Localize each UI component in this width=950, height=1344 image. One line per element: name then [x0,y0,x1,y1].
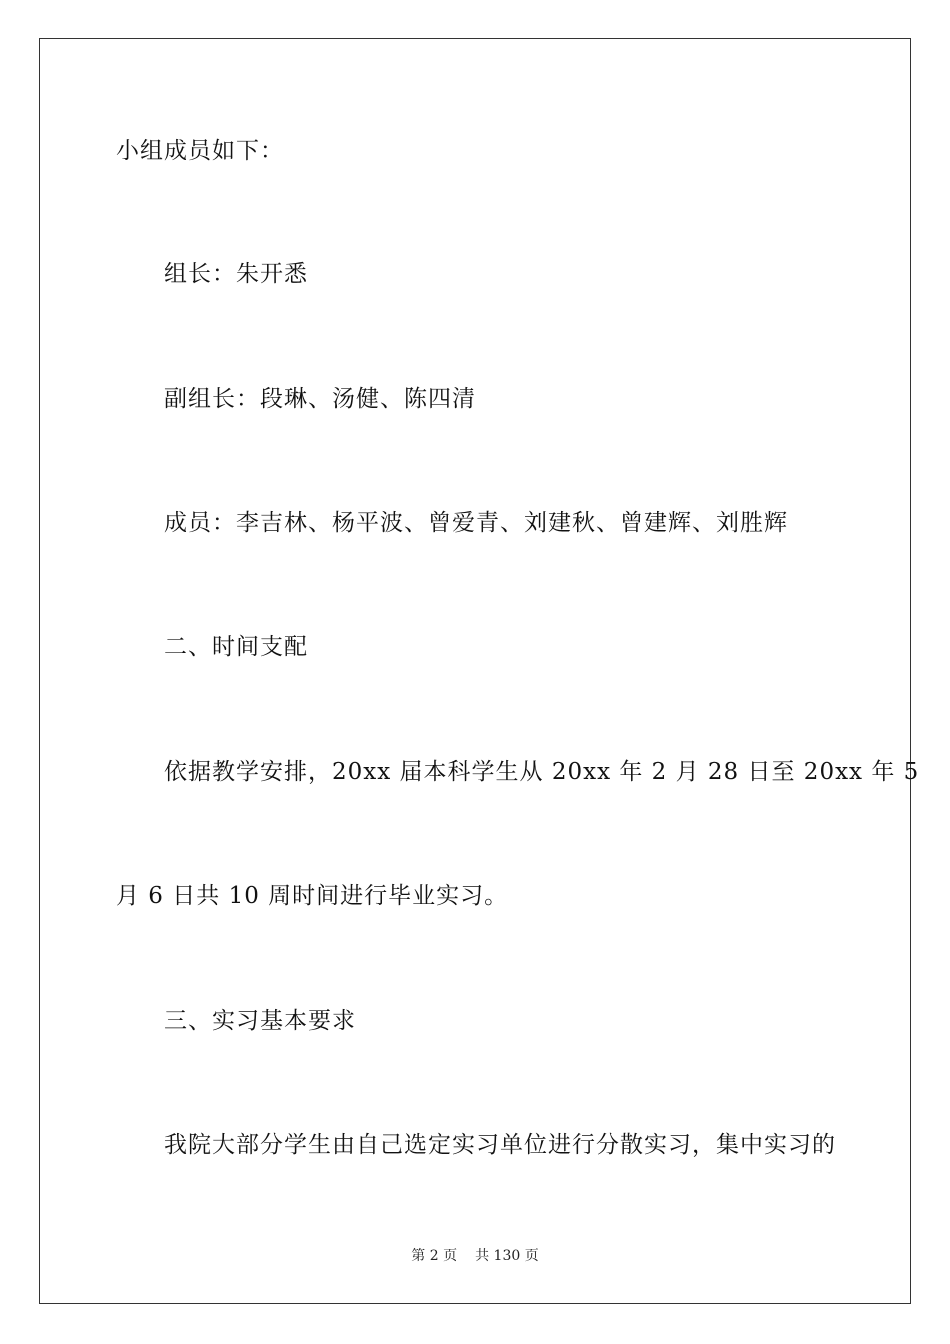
paragraph-schedule-line2: 月 6 日共 10 周时间进行毕业实习。 [116,883,509,909]
paragraph-schedule-line1: 依据教学安排，20xx 届本科学生从 20xx 年 2 月 28 日至 20xx 年 5 [164,759,920,785]
section-heading-time: 二、时间支配 [164,634,308,660]
section-heading-requirements: 三、实习基本要求 [164,1008,356,1034]
paragraph-group-leader: 组长：朱开悉 [164,261,308,287]
page-footer [0,1246,950,1266]
paragraph-members-list: 成员：李吉林、杨平波、曾爱青、刘建秋、曾建辉、刘胜辉 [164,510,788,536]
page-number: 第 2 页 [411,1248,458,1264]
paragraph-requirements-line1: 我院大部分学生由自己选定实习单位进行分散实习，集中实习的 [164,1132,836,1158]
paragraph-members-intro: 小组成员如下： [116,138,284,164]
page-total: 共 130 页 [475,1248,539,1264]
page-border [39,38,911,1304]
paragraph-deputy-leaders: 副组长：段琳、汤健、陈四清 [164,386,476,412]
